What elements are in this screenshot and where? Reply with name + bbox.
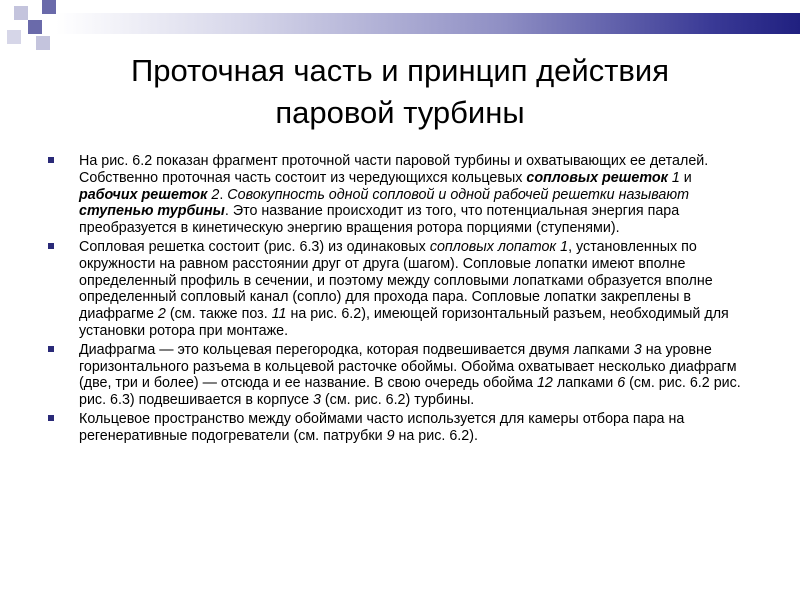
paragraph-text-segment: сопловых решеток xyxy=(526,169,668,186)
slide-title xyxy=(60,50,740,134)
paragraph-text-segment: на уровне горизонтального разъема в кольцевой расточке обоймы. Обойма охватывает несколько диафрагм (две, три и более) — отсюда и ее название. В свою очередь обойма xyxy=(79,341,737,392)
paragraph-text-segment: Диафрагма — это кольцевая перегородка, которая подвешивается двумя лапками xyxy=(79,341,634,358)
decor-square xyxy=(42,0,56,14)
bullet-square-icon xyxy=(48,157,54,163)
paragraph-text-segment: (см. также поз. xyxy=(165,306,272,323)
bullet-item xyxy=(48,153,752,237)
paragraph-text-segment: и xyxy=(679,169,692,186)
paragraph-text-segment: на рис. 6.2), имеющей горизонтальный разъем, необходимый для установки ротора при монтаже. xyxy=(79,306,729,339)
bullet-item xyxy=(48,239,752,340)
header-gradient-band xyxy=(56,13,800,34)
paragraph-text-segment: рабочих решеток xyxy=(79,186,208,203)
decor-square xyxy=(14,6,28,20)
bullet-square-icon xyxy=(48,243,54,249)
paragraph-text-segment: 12 xyxy=(536,375,553,392)
bullet-paragraph xyxy=(79,153,752,237)
paragraph-text-segment: (см. рис. 6.2 рис. рис. 6.3) подвешивается в корпусе xyxy=(79,375,741,409)
paragraph-text-segment: лапками xyxy=(552,375,618,392)
bullet-list xyxy=(48,153,752,447)
paragraph-text-segment: 9 xyxy=(386,427,395,444)
bullet-item xyxy=(48,411,752,445)
bullet-square-icon xyxy=(48,415,54,421)
paragraph-text-segment: 1 xyxy=(667,169,680,186)
paragraph-text-segment: 3 xyxy=(633,341,642,358)
paragraph-text-segment: 11 xyxy=(271,306,287,323)
slide-title-line-1: Проточная часть и принцип действия xyxy=(130,53,670,88)
paragraph-text-segment: 2 xyxy=(207,186,220,203)
paragraph-text-segment: 3 xyxy=(313,392,321,409)
bullet-paragraph xyxy=(79,411,752,445)
paragraph-text-segment: На рис. 6.2 показан фрагмент проточной части паровой турбины и охватывающих ее деталей. Собственно проточная часть состоит из чередующихся кольцевых xyxy=(79,153,709,186)
bullet-paragraph xyxy=(79,342,752,409)
paragraph-text-segment: сопловых лопаток 1 xyxy=(429,238,569,255)
paragraph-text-segment: на рис. 6.2). xyxy=(394,427,478,444)
paragraph-text-segment: (см. рис. 6.2) турбины. xyxy=(320,392,475,409)
bullet-item xyxy=(48,342,752,409)
decor-square xyxy=(36,36,50,50)
paragraph-text-segment: . Это название происходит из того, что потенциальная энергия пара преобразуется в кинетическую энергию вращения ротора порциями (ступенями). xyxy=(79,203,680,237)
slide-title-line-2: паровой турбины xyxy=(275,95,525,130)
decor-square xyxy=(7,30,21,44)
paragraph-text-segment: . xyxy=(219,186,228,203)
bullet-paragraph xyxy=(79,239,752,340)
paragraph-text-segment: ступенью турбины xyxy=(79,203,225,220)
paragraph-text-segment: , установленных по окружности на равном расстоянии друг от друга (шагом). Сопловые лопатки имеют вполне определенный профиль в сечении, и поэтому между сопловыми лопатками образуется вполне определенный сопловый канал (сопло) для прохода пара. Сопловые лопатки закреплены в диафрагме xyxy=(79,238,713,323)
paragraph-text-segment: Сопловая решетка состоит (рис. 6.3) из одинаковых xyxy=(79,238,430,255)
paragraph-text-segment: Совокупность одной сопловой и одной рабочей решетки называют xyxy=(227,186,690,203)
paragraph-text-segment: Кольцевое пространство между обоймами часто используется для камеры отбора пара на регенеративные подогреватели (см. патрубки xyxy=(79,410,685,444)
paragraph-text-segment: 6 xyxy=(617,375,626,392)
decor-square xyxy=(28,20,42,34)
paragraph-text-segment: 2 xyxy=(157,306,166,323)
bullet-square-icon xyxy=(48,346,54,352)
